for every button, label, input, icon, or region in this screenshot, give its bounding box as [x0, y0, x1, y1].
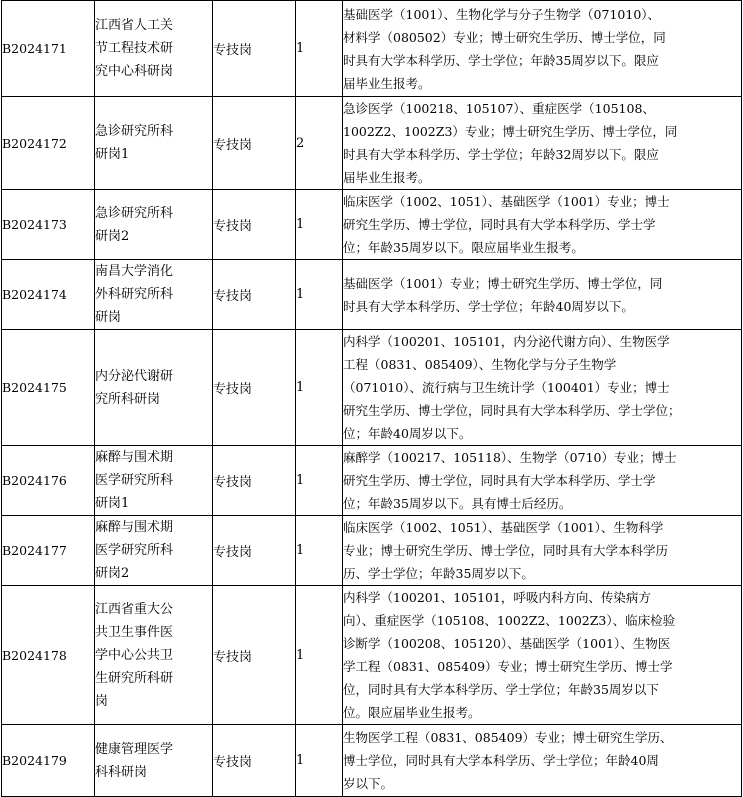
table-row — [2, 586, 742, 725]
post-count: 1 — [296, 725, 343, 797]
table-row — [2, 516, 742, 586]
post-title-line: 南昌大学消化 — [95, 264, 174, 279]
post-title-line: 健康管理医学 — [95, 741, 174, 757]
post-title-line: 急诊研究所科 — [95, 124, 174, 139]
requirement-line: 位；年龄35周岁以下。具有博士后经历。 — [343, 496, 572, 511]
post-type: 专技岗 — [213, 516, 296, 586]
post-title-line: 外科研究所科 — [95, 287, 174, 302]
post-count: 1 — [296, 586, 343, 725]
requirement-line: 基础医学（1001）、生物化学与分子生物学（071010）、 — [343, 6, 661, 22]
post-count: 2 — [296, 97, 343, 190]
post-code: B2024178 — [2, 586, 95, 725]
requirement-line: 向）、重症医学（105108、1002Z2、1002Z3）、临床检验 — [343, 613, 676, 628]
post-title-line: 医学研究所科 — [95, 473, 174, 488]
requirement-line: 研究生学历、博士学位，同时具有大学本科学历、学士学 — [343, 473, 656, 488]
requirement-line: 内科学（100201、105101，内分泌代谢方向）、生物医学 — [343, 334, 670, 349]
requirement-line: 基础医学（1001）专业；博士研究生学历、博士学位，同 — [343, 275, 663, 291]
post-title-line: 究中心科研岗 — [95, 64, 174, 79]
requirement-line: 位，同时具有大学本科学历、学士学位；年龄35周岁以下 — [343, 682, 659, 697]
requirement-line: 位；年龄35周岁以下。限应届毕业生报考。 — [343, 240, 584, 255]
post-title-line: 学中心公共卫 — [95, 647, 174, 663]
post-title-line: 研岗2 — [95, 228, 130, 244]
requirement-line: 届毕业生报考。 — [343, 170, 431, 185]
post-title-line: 生研究所科研 — [95, 670, 174, 686]
post-title — [95, 586, 213, 725]
requirement-line: 学工程（0831、085409）专业；博士研究生学历、博士学 — [343, 659, 673, 674]
requirement-line: 历、学士学位；年龄35周岁以下。 — [343, 566, 534, 581]
post-type: 专技岗 — [213, 1, 296, 97]
post-requirements — [343, 330, 742, 446]
post-title — [95, 330, 213, 446]
requirement-line: （071010）、流行病与卫生统计学（100401）专业；博士 — [343, 380, 670, 395]
post-title-line: 江西省人工关 — [95, 18, 174, 33]
post-requirements — [343, 97, 742, 190]
post-code: B2024175 — [2, 330, 95, 446]
post-title-line: 医学研究所科 — [95, 543, 174, 558]
post-code: B2024179 — [2, 725, 95, 797]
post-title-line: 共卫生事件医 — [95, 624, 174, 640]
post-requirements — [343, 260, 742, 330]
post-title-line: 麻醉与围术期 — [95, 450, 174, 465]
post-title-line: 节工程技术研 — [95, 41, 174, 56]
post-type: 专技岗 — [213, 97, 296, 190]
requirement-line: 研究生学历、博士学位，同时具有大学本科学历、学士学 — [343, 217, 656, 232]
post-count: 1 — [296, 330, 343, 446]
requirement-line: 位。限应届毕业生报考。 — [343, 705, 481, 720]
requirement-line: 工程（0831、085409）、生物化学与分子生物学 — [343, 357, 617, 372]
post-title — [95, 190, 213, 260]
post-type: 专技岗 — [213, 190, 296, 260]
requirement-line: 内科学（100201、105101，呼吸内科方向、传染病方 — [343, 590, 651, 605]
post-title-line: 研岗1 — [95, 147, 130, 162]
requirement-line: 材料学（080502）专业；博士研究生学历、博士学位，同 — [343, 29, 666, 45]
post-code: B2024171 — [2, 1, 95, 97]
requirement-line: 专业；博士研究生学历、博士学位，同时具有大学本科学历 — [343, 543, 669, 558]
post-requirements — [343, 586, 742, 725]
post-code: B2024177 — [2, 516, 95, 586]
requirement-line: 研究生学历、博士学位，同时具有大学本科学历、学士学位； — [343, 403, 681, 418]
post-count: 1 — [296, 446, 343, 516]
requirement-line: 岁以下。 — [343, 776, 394, 791]
post-title-line: 岗 — [95, 693, 109, 709]
requirement-line: 生物医学工程（0831、085409）专业；博士研究生学历、 — [343, 730, 673, 745]
post-title — [95, 260, 213, 330]
post-title-line: 麻醉与围术期 — [95, 520, 174, 535]
post-count: 1 — [296, 1, 343, 97]
table-row — [2, 1, 742, 97]
post-title-line: 研岗1 — [95, 496, 130, 511]
post-count: 1 — [296, 516, 343, 586]
requirement-line: 诊断学（100208、105120）、基础医学（1001）、生物医 — [343, 636, 671, 651]
post-count: 1 — [296, 260, 343, 330]
post-code: B2024174 — [2, 260, 95, 330]
post-type: 专技岗 — [213, 446, 296, 516]
job-table — [1, 0, 742, 797]
post-code: B2024173 — [2, 190, 95, 260]
post-title — [95, 97, 213, 190]
post-title-line: 研岗 — [95, 310, 122, 325]
requirement-line: 时具有大学本科学历、学士学位；年龄35周岁以下。限应 — [343, 52, 659, 68]
post-title-line: 究所科研岗 — [95, 391, 161, 407]
requirement-line: 时具有大学本科学历、学士学位；年龄40周岁以下。 — [343, 298, 634, 314]
requirement-line: 1002Z2、1002Z3）专业；博士研究生学历、博士学位，同 — [343, 124, 678, 139]
post-title-line: 研岗2 — [95, 566, 130, 581]
requirement-line: 博士学位，同时具有大学本科学历、学士学位；年龄40周 — [343, 753, 659, 768]
requirement-line: 麻醉学（100217、105118）、生物学（0710）专业；博士 — [343, 450, 677, 465]
requirement-line: 届毕业生报考。 — [343, 75, 431, 91]
post-count: 1 — [296, 190, 343, 260]
post-requirements — [343, 516, 742, 586]
table-row — [2, 725, 742, 797]
table-row — [2, 446, 742, 516]
table-row — [2, 97, 742, 190]
post-title-line: 急诊研究所科 — [95, 205, 174, 221]
requirement-line: 急诊医学（100218、105107）、重症医学（105108、 — [343, 101, 655, 116]
post-type: 专技岗 — [213, 725, 296, 797]
post-title — [95, 1, 213, 97]
post-requirements — [343, 1, 742, 97]
post-title-line: 内分泌代谢研 — [95, 368, 174, 384]
post-requirements — [343, 725, 742, 797]
post-title — [95, 516, 213, 586]
job-table-body — [2, 1, 742, 797]
post-title — [95, 725, 213, 797]
post-code: B2024172 — [2, 97, 95, 190]
post-type: 专技岗 — [213, 330, 296, 446]
table-row — [2, 190, 742, 260]
post-requirements — [343, 446, 742, 516]
post-requirements — [343, 190, 742, 260]
post-title-line: 科科研岗 — [95, 764, 148, 780]
post-title — [95, 446, 213, 516]
post-type: 专技岗 — [213, 260, 296, 330]
requirement-line: 临床医学（1002、1051）、基础医学（1001）、生物科学 — [343, 520, 664, 535]
post-type: 专技岗 — [213, 586, 296, 725]
table-row — [2, 330, 742, 446]
post-title-line: 江西省重大公 — [95, 601, 174, 617]
requirement-line: 时具有大学本科学历、学士学位；年龄32周岁以下。限应 — [343, 147, 659, 162]
table-row — [2, 260, 742, 330]
requirement-line: 临床医学（1002、1051）、基础医学（1001）专业；博士 — [343, 194, 670, 209]
requirement-line: 位；年龄40周岁以下。 — [343, 426, 472, 441]
post-code: B2024176 — [2, 446, 95, 516]
